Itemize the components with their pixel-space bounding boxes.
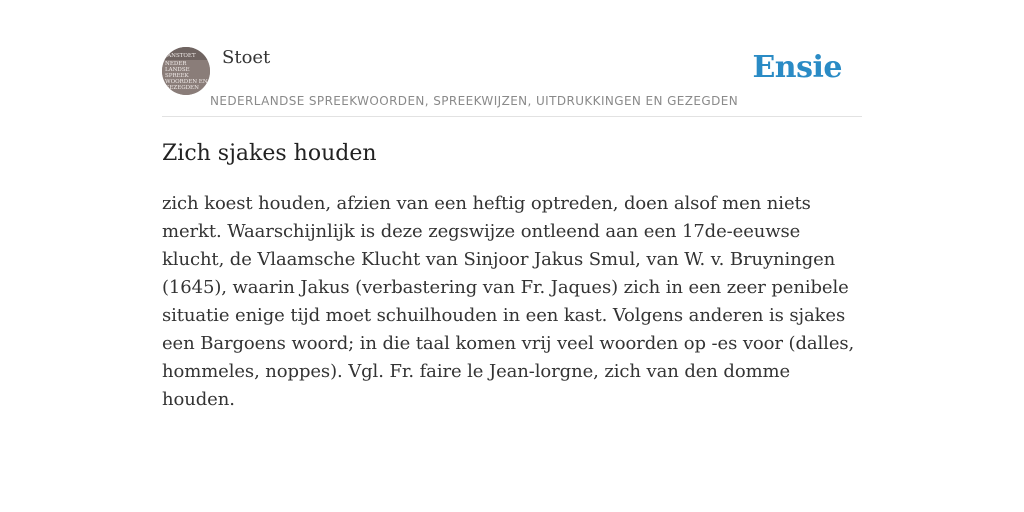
header	[162, 40, 862, 117]
svg-text:JANSTOET: JANSTOET	[165, 53, 196, 59]
svg-text:NEDER: NEDER	[165, 61, 187, 67]
book-cover-image	[162, 47, 210, 95]
article-title: Zich sjakes houden	[162, 141, 377, 166]
article-body: zich koest houden, afzien van een heftig optreden, doen alsof men niets merkt. Waarschijnlijk is deze zegswijze ontleend aan een 17de-eeuwse klucht, de Vlaamsche Klucht van Sinjoor Jakus Smul, van W. v. Bruyningen (1645), waarin Jakus (verbastering van Fr. Jaques) zich in een zeer penibele situatie enige tijd moet schuilhouden in een kast. Volgens anderen is sjakes een Bargoens woord; in die taal komen vrij veel woorden op -es voor (dalles, hommeles, noppes). Vgl. Fr. faire le Jean-lorgne, zich van den domme houden.	[162, 193, 855, 410]
author-name[interactable]: Stoet	[222, 47, 271, 68]
avatar[interactable]	[162, 47, 210, 95]
svg-text:LANDSE: LANDSE	[165, 67, 190, 73]
source-subtitle: NEDERLANDSE SPREEKWOORDEN, SPREEKWIJZEN, UITDRUKKINGEN EN GEZEGDEN	[210, 94, 739, 108]
page-container	[162, 40, 862, 414]
svg-text:SPREEK: SPREEK	[165, 73, 189, 79]
brand-logo[interactable]: Ensie	[752, 50, 842, 85]
svg-text:WOORDEN EN: WOORDEN EN	[165, 79, 208, 85]
svg-text:GEZEGDEN: GEZEGDEN	[165, 85, 199, 91]
